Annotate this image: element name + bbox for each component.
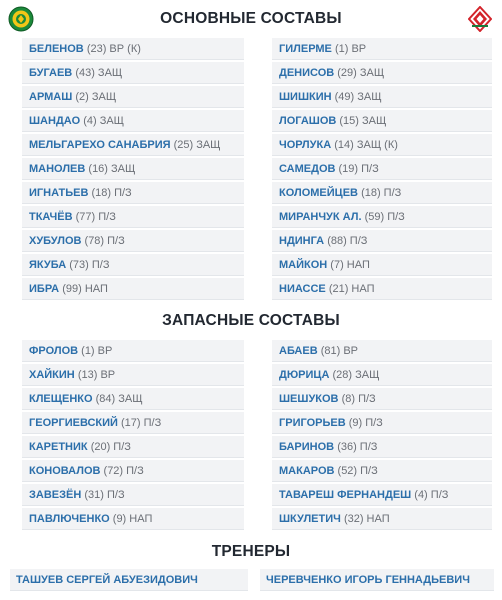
away-player-meta: (52) П/З bbox=[337, 465, 378, 477]
away-player-meta: (14) ЗАЩ (К) bbox=[334, 139, 398, 151]
player-row bbox=[0, 508, 502, 530]
lineups-title: ОСНОВНЫЕ СОСТАВЫ bbox=[160, 10, 342, 27]
player-row bbox=[0, 158, 502, 180]
away-player-cell bbox=[272, 38, 492, 60]
home-player-meta: (84) ЗАЩ bbox=[95, 393, 143, 405]
home-player-cell bbox=[22, 364, 244, 386]
away-player-name[interactable]: ШЕШУКОВ bbox=[279, 393, 339, 405]
away-player-name[interactable]: АБАЕВ bbox=[279, 345, 318, 357]
away-player-name[interactable]: КОЛОМЕЙЦЕВ bbox=[279, 187, 358, 199]
away-player-cell bbox=[272, 364, 492, 386]
away-player-cell bbox=[272, 230, 492, 252]
home-player-name[interactable]: КОНОВАЛОВ bbox=[29, 465, 101, 477]
player-row bbox=[0, 412, 502, 434]
away-player-meta: (28) ЗАЩ bbox=[332, 369, 380, 381]
away-player-name[interactable]: НИАССЕ bbox=[279, 283, 326, 295]
home-player-name[interactable]: ЗАВЕЗЁН bbox=[29, 489, 82, 501]
home-player-cell bbox=[22, 508, 244, 530]
away-player-meta: (8) П/З bbox=[341, 393, 376, 405]
home-player-name[interactable]: ПАВЛЮЧЕНКО bbox=[29, 513, 110, 525]
player-row bbox=[0, 230, 502, 252]
player-row bbox=[0, 110, 502, 132]
home-player-meta: (99) НАП bbox=[62, 283, 108, 295]
away-player-name[interactable]: НДИНГА bbox=[279, 235, 325, 247]
away-player-meta: (15) ЗАЩ bbox=[339, 115, 387, 127]
home-player-name[interactable]: ФРОЛОВ bbox=[29, 345, 79, 357]
away-player-cell bbox=[272, 62, 492, 84]
home-player-cell bbox=[22, 254, 244, 276]
away-player-meta: (19) П/З bbox=[338, 163, 379, 175]
away-player-cell bbox=[272, 278, 492, 300]
home-player-cell bbox=[22, 134, 244, 156]
player-row bbox=[0, 278, 502, 300]
away-player-name[interactable]: ДЮРИЦА bbox=[279, 369, 330, 381]
away-player-cell bbox=[272, 340, 492, 362]
player-row bbox=[0, 86, 502, 108]
home-player-cell bbox=[22, 182, 244, 204]
home-player-meta: (43) ЗАЩ bbox=[75, 67, 123, 79]
home-player-meta: (17) П/З bbox=[121, 417, 162, 429]
away-player-name[interactable]: БАРИНОВ bbox=[279, 441, 335, 453]
away-player-name[interactable]: ЧОРЛУКА bbox=[279, 139, 332, 151]
coaches-title: ТРЕНЕРЫ bbox=[211, 543, 291, 560]
home-player-meta: (4) ЗАЩ bbox=[83, 115, 124, 127]
home-player-meta: (1) ВР bbox=[81, 345, 113, 357]
away-player-meta: (49) ЗАЩ bbox=[334, 91, 382, 103]
home-player-name[interactable]: ГЕОРГИЕВСКИЙ bbox=[29, 417, 118, 429]
away-coach-name[interactable]: ЧЕРЕВЧЕНКО ИГОРЬ ГЕННАДЬЕВИЧ bbox=[266, 574, 470, 586]
player-row bbox=[0, 206, 502, 228]
player-row bbox=[0, 38, 502, 60]
home-player-cell bbox=[22, 412, 244, 434]
player-row bbox=[0, 484, 502, 506]
away-player-name[interactable]: САМЕДОВ bbox=[279, 163, 336, 175]
home-player-cell bbox=[22, 110, 244, 132]
home-player-name[interactable]: КАРЕТНИК bbox=[29, 441, 88, 453]
player-row bbox=[0, 364, 502, 386]
away-player-cell bbox=[272, 388, 492, 410]
player-row bbox=[0, 436, 502, 458]
away-player-meta: (1) ВР bbox=[334, 43, 367, 55]
player-row bbox=[0, 134, 502, 156]
home-player-name[interactable]: МАНОЛЕВ bbox=[29, 163, 86, 175]
home-player-meta: (78) П/З bbox=[84, 235, 125, 247]
away-player-meta: (36) П/З bbox=[337, 441, 378, 453]
away-player-name[interactable]: МИРАНЧУК АЛ. bbox=[279, 211, 362, 223]
home-player-name[interactable]: БЕЛЕНОВ bbox=[29, 43, 84, 55]
home-coach-name[interactable]: ТАШУЕВ СЕРГЕЙ АБУЕЗИДОВИЧ bbox=[16, 574, 198, 586]
home-player-name[interactable]: ЯКУБА bbox=[29, 259, 67, 271]
home-player-name[interactable]: ХУБУЛОВ bbox=[29, 235, 82, 247]
away-player-meta: (4) П/З bbox=[414, 489, 449, 501]
home-player-meta: (20) П/З bbox=[90, 441, 131, 453]
home-player-cell bbox=[22, 340, 244, 362]
home-player-cell bbox=[22, 436, 244, 458]
home-player-cell bbox=[22, 460, 244, 482]
away-player-cell bbox=[272, 206, 492, 228]
home-player-name[interactable]: ИГНАТЬЕВ bbox=[29, 187, 89, 199]
away-player-meta: (18) П/З bbox=[361, 187, 402, 199]
home-player-cell bbox=[22, 62, 244, 84]
home-player-meta: (18) П/З bbox=[91, 187, 132, 199]
home-player-name[interactable]: ТКАЧЁВ bbox=[29, 211, 73, 223]
player-row bbox=[0, 460, 502, 482]
home-player-cell bbox=[22, 484, 244, 506]
home-player-meta: (13) ВР bbox=[77, 369, 116, 381]
home-player-meta: (9) НАП bbox=[112, 513, 153, 525]
away-player-cell bbox=[272, 412, 492, 434]
home-player-name[interactable]: АРМАШ bbox=[29, 91, 73, 103]
home-player-cell bbox=[22, 388, 244, 410]
home-player-meta: (31) П/З bbox=[84, 489, 125, 501]
home-player-meta: (23) ВР (К) bbox=[86, 43, 141, 55]
home-player-meta: (77) П/З bbox=[75, 211, 116, 223]
away-player-meta: (81) ВР bbox=[320, 345, 359, 357]
away-player-cell bbox=[272, 158, 492, 180]
away-player-name[interactable]: ШИШКИН bbox=[279, 91, 332, 103]
away-player-name[interactable]: ДЕНИСОВ bbox=[279, 67, 335, 79]
home-player-cell bbox=[22, 158, 244, 180]
away-coach-row bbox=[260, 569, 494, 591]
home-player-name[interactable]: БУГАЕВ bbox=[29, 67, 73, 79]
away-player-name[interactable]: ГИЛЕРМЕ bbox=[279, 43, 332, 55]
away-player-cell bbox=[272, 110, 492, 132]
away-player-name[interactable]: МАКАРОВ bbox=[279, 465, 335, 477]
away-player-meta: (29) ЗАЩ bbox=[337, 67, 385, 79]
home-player-cell bbox=[22, 86, 244, 108]
away-player-cell bbox=[272, 484, 492, 506]
away-player-name[interactable]: ШКУЛЕТИЧ bbox=[279, 513, 341, 525]
away-player-meta: (32) НАП bbox=[343, 513, 390, 525]
away-player-cell bbox=[272, 182, 492, 204]
away-player-meta: (9) П/З bbox=[348, 417, 383, 429]
player-row bbox=[0, 62, 502, 84]
home-player-name[interactable]: КЛЕЩЕНКО bbox=[29, 393, 93, 405]
home-player-meta: (73) П/З bbox=[69, 259, 110, 271]
away-player-meta: (88) П/З bbox=[327, 235, 368, 247]
home-player-name[interactable]: ИБРА bbox=[29, 283, 60, 295]
away-player-cell bbox=[272, 134, 492, 156]
player-row bbox=[0, 254, 502, 276]
home-player-cell bbox=[22, 278, 244, 300]
away-player-meta: (21) НАП bbox=[328, 283, 375, 295]
home-player-meta: (16) ЗАЩ bbox=[88, 163, 136, 175]
home-player-meta: (25) ЗАЩ bbox=[173, 139, 221, 151]
home-player-meta: (2) ЗАЩ bbox=[75, 91, 117, 103]
away-player-meta: (7) НАП bbox=[330, 259, 370, 271]
away-player-name[interactable]: ТАВАРЕШ ФЕРНАНДЕШ bbox=[279, 489, 412, 501]
away-player-cell bbox=[272, 436, 492, 458]
player-row bbox=[0, 340, 502, 362]
home-player-name[interactable]: ХАЙКИН bbox=[29, 369, 75, 381]
away-player-cell bbox=[272, 86, 492, 108]
away-player-cell bbox=[272, 508, 492, 530]
home-player-cell bbox=[22, 230, 244, 252]
home-player-cell bbox=[22, 38, 244, 60]
away-player-name[interactable]: МАЙКОН bbox=[279, 259, 328, 271]
home-player-name[interactable]: МЕЛЬГАРЕХО САНАБРИЯ bbox=[29, 139, 171, 151]
away-player-name[interactable]: ГРИГОРЬЕВ bbox=[279, 417, 346, 429]
home-player-name[interactable]: ШАНДАО bbox=[29, 115, 81, 127]
player-row bbox=[0, 182, 502, 204]
player-row bbox=[0, 388, 502, 410]
home-coach-row bbox=[10, 569, 248, 591]
away-player-cell bbox=[272, 254, 492, 276]
home-player-cell bbox=[22, 206, 244, 228]
home-player-meta: (72) П/З bbox=[103, 465, 144, 477]
away-player-meta: (59) П/З bbox=[364, 211, 405, 223]
substitutes-title: ЗАПАСНЫЕ СОСТАВЫ bbox=[162, 312, 340, 329]
away-player-cell bbox=[272, 460, 492, 482]
away-player-name[interactable]: ЛОГАШОВ bbox=[279, 115, 337, 127]
